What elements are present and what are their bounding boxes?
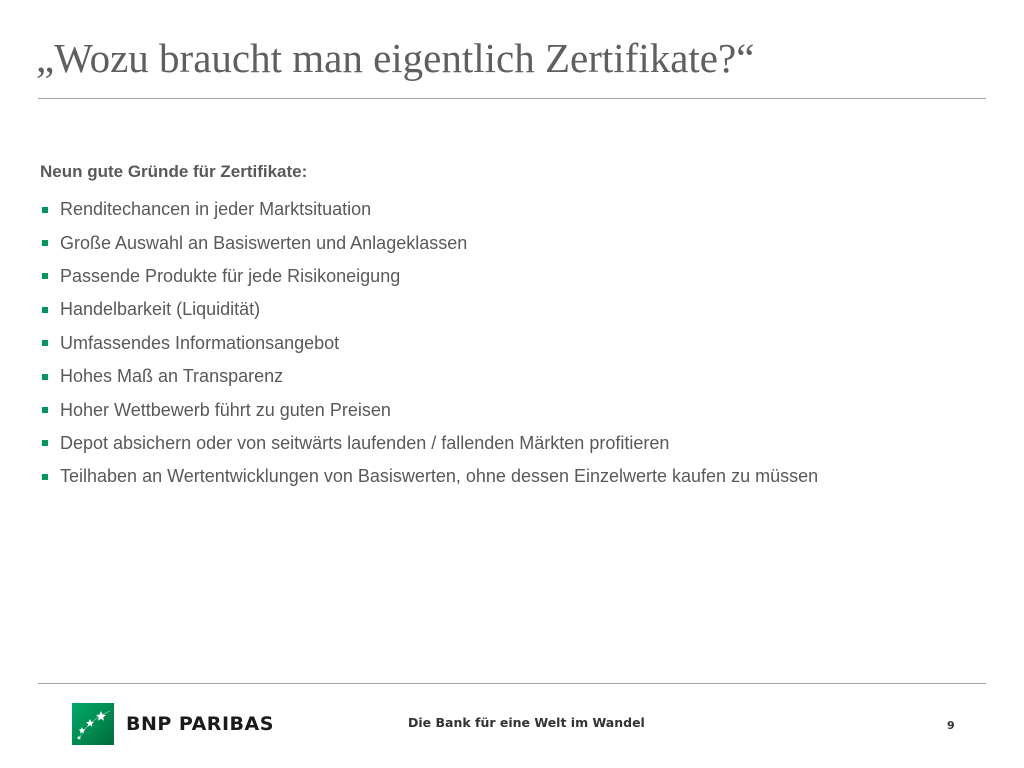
square-bullet-icon	[42, 307, 48, 313]
bnp-paribas-stars-logo-icon	[72, 703, 114, 745]
list-item-text: Große Auswahl an Basiswerten und Anlageklassen	[60, 232, 468, 253]
company-logo	[72, 703, 274, 745]
reasons-list	[40, 193, 980, 494]
square-bullet-icon	[42, 207, 48, 213]
list-item-text: Renditechancen in jeder Marktsituation	[60, 199, 372, 220]
list-item	[40, 293, 980, 326]
square-bullet-icon	[42, 407, 48, 413]
list-item	[40, 260, 980, 293]
list-item-text: Umfassendes Informationsangebot	[60, 332, 340, 353]
list-item-text: Passende Produkte für jede Risikoneigung	[60, 265, 401, 286]
title-divider	[38, 98, 986, 99]
list-item-text: Hoher Wettbewerb führt zu guten Preisen	[60, 399, 391, 420]
footer-divider	[38, 683, 986, 684]
reasons-heading: Neun gute Gründe für Zertifikate:	[40, 162, 308, 181]
square-bullet-icon	[42, 374, 48, 380]
square-bullet-icon	[42, 474, 48, 480]
list-item	[40, 193, 980, 226]
list-item	[40, 393, 980, 426]
list-item	[40, 360, 980, 393]
list-item-text: Depot absichern oder von seitwärts laufenden / fallenden Märkten profitieren	[60, 432, 670, 453]
slide-content	[40, 160, 980, 494]
list-item	[40, 460, 980, 493]
list-item-text: Handelbarkeit (Liquidität)	[60, 299, 261, 320]
slide-title: „Wozu braucht man eigentlich Zertifikate?“	[36, 35, 755, 81]
list-item	[40, 427, 980, 460]
square-bullet-icon	[42, 340, 48, 346]
list-item-text: Teilhaben an Wertentwicklungen von Basiswerten, ohne dessen Einzelwerte kaufen zu müssen	[60, 466, 819, 487]
list-item	[40, 327, 980, 360]
square-bullet-icon	[42, 273, 48, 279]
square-bullet-icon	[42, 240, 48, 246]
list-item-text: Hohes Maß an Transparenz	[60, 366, 284, 387]
page-number: 9	[947, 719, 955, 732]
list-item	[40, 226, 980, 259]
square-bullet-icon	[42, 440, 48, 446]
footer-tagline: Die Bank für eine Welt im Wandel	[408, 715, 645, 730]
brand-name: BNP PARIBAS	[126, 713, 274, 735]
